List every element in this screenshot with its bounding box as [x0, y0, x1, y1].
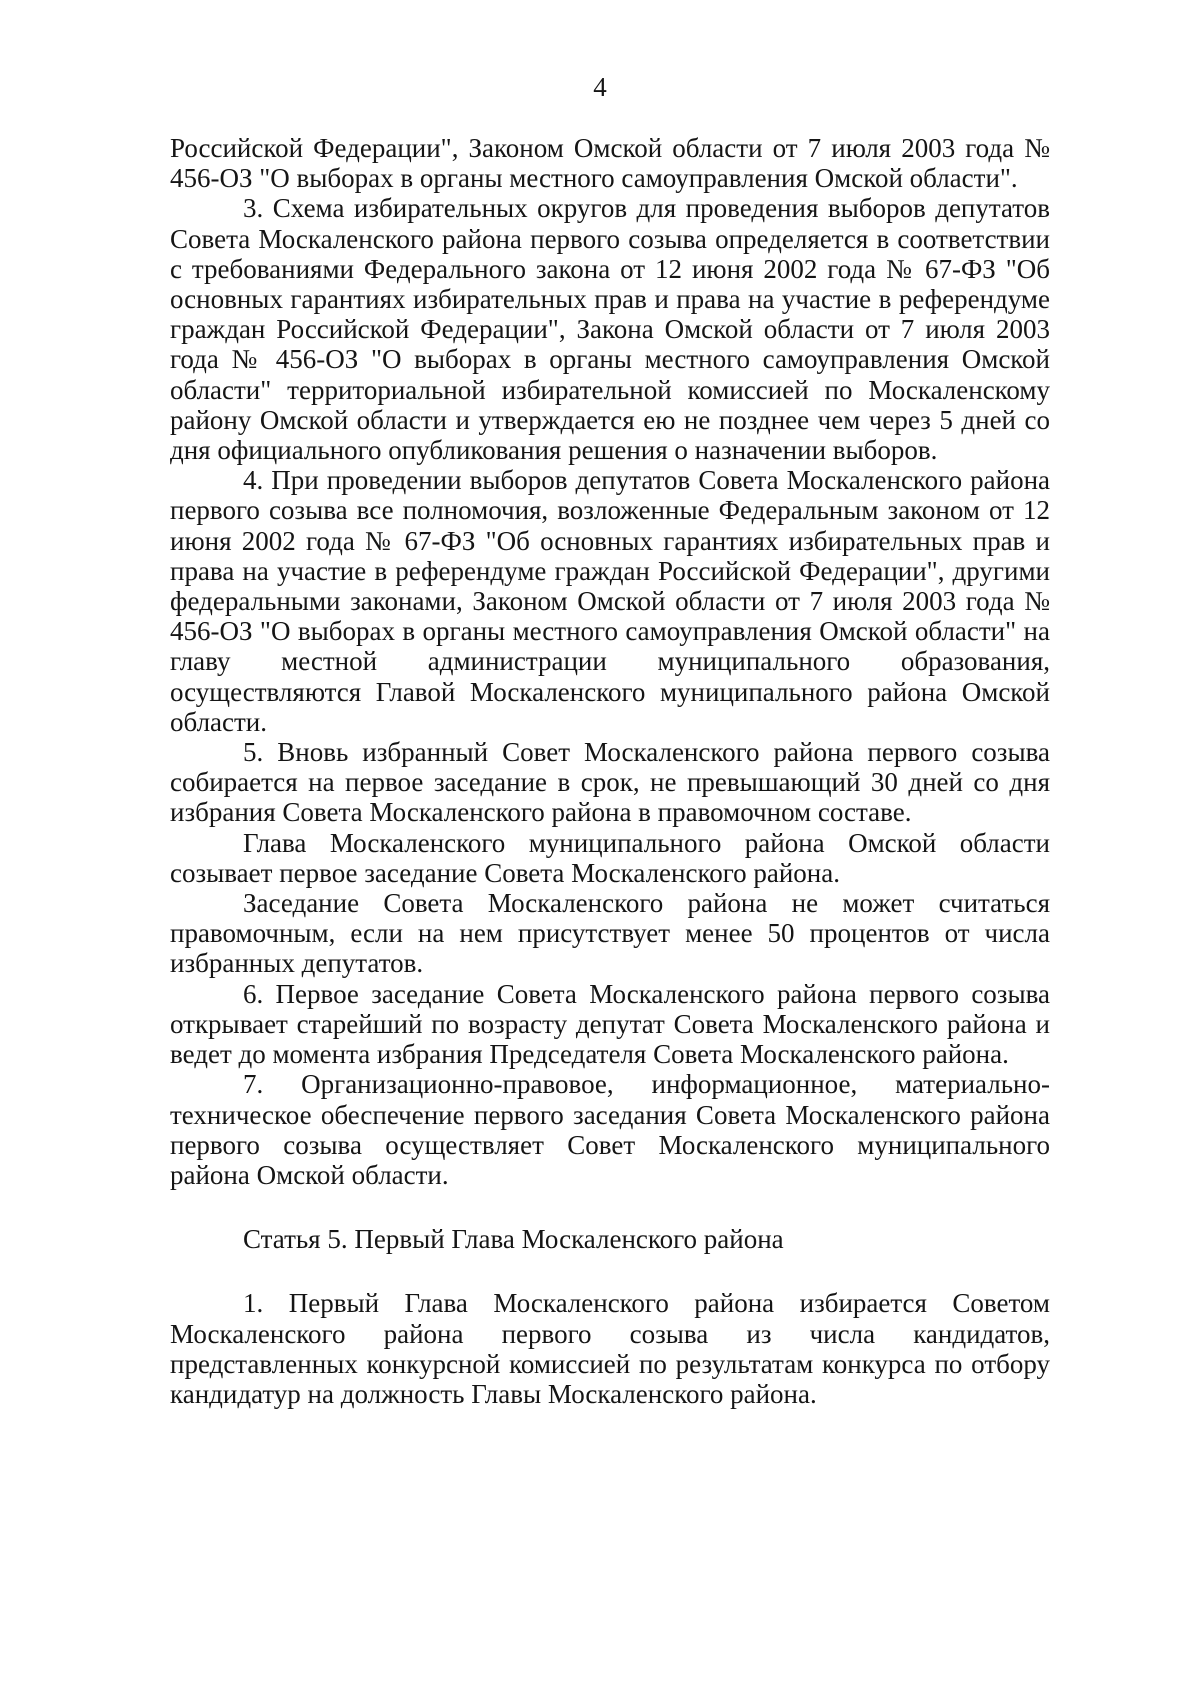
- paragraph-item-5-convening: Глава Москаленского муниципального района Омской области созывает первое заседание Совета Москаленского района.: [170, 827, 1050, 888]
- document-body: [170, 133, 1050, 1409]
- page-number: 4: [593, 72, 607, 102]
- article-paragraph-1: 1. Первый Глава Москаленского района избирается Советом Москаленского района первого созыва из числа кандидатов, представленных конкурсной комиссией по результатам конкурса по отбору кандидатур на должность Главы Москаленского района.: [170, 1288, 1050, 1409]
- paragraph-item-7: 7. Организационно-правовое, информационное, материально-техническое обеспечение первого заседания Совета Москаленского района первого созыва осуществляет Совет Москаленского муниципального района Омской области.: [170, 1069, 1050, 1190]
- article-heading: Статья 5. Первый Глава Москаленского района: [243, 1224, 784, 1255]
- paragraph-continuation: Российской Федерации", Законом Омской области от 7 июля 2003 года № 456-ОЗ "О выборах в органы местного самоуправления Омской области".: [170, 133, 1050, 194]
- paragraph-item-5: 5. Вновь избранный Совет Москаленского района первого созыва собирается на первое заседание в срок, не превышающий 30 дней со дня избрания Совета Москаленского района в правомочном составе.: [170, 737, 1050, 828]
- paragraph-item-5-quorum: Заседание Совета Москаленского района не может считаться правомочным, если на нем присутствует менее 50 процентов от числа избранных депутатов.: [170, 888, 1050, 979]
- paragraph-item-3: 3. Схема избирательных округов для проведения выборов депутатов Совета Москаленского района первого созыва определяется в соответствии с требованиями Федерального закона от 12 июня 2002 года № 67-ФЗ "Об основных гарантиях избирательных прав и права на участие в референдуме граждан Российской Федерации", Закона Омской области от 7 июля 2003 года № 456-ОЗ "О выборах в органы местного самоуправления Омской области" территориальной избирательной комиссией по Москаленскому району Омской области и утверждается ею не позднее чем через 5 дней со дня официального опубликования решения о назначении выборов.: [170, 193, 1050, 466]
- paragraph-item-4: 4. При проведении выборов депутатов Совета Москаленского района первого созыва все полномочия, возложенные Федеральным законом от 12 июня 2002 года № 67-ФЗ "Об основных гарантиях избирательных прав и права на участие в референдуме граждан Российской Федерации", другими федеральными законами, Законом Омской области от 7 июля 2003 года № 456-ОЗ "О выборах в органы местного самоуправления Омской области" на главу местной администрации муниципального образования, осуществляются Главой Москаленского муниципального района Омской области.: [170, 465, 1050, 737]
- paragraph-item-6: 6. Первое заседание Совета Москаленского района первого созыва открывает старейший по возрасту депутат Совета Москаленского района и ведет до момента избрания Председателя Совета Москаленского района.: [170, 978, 1050, 1070]
